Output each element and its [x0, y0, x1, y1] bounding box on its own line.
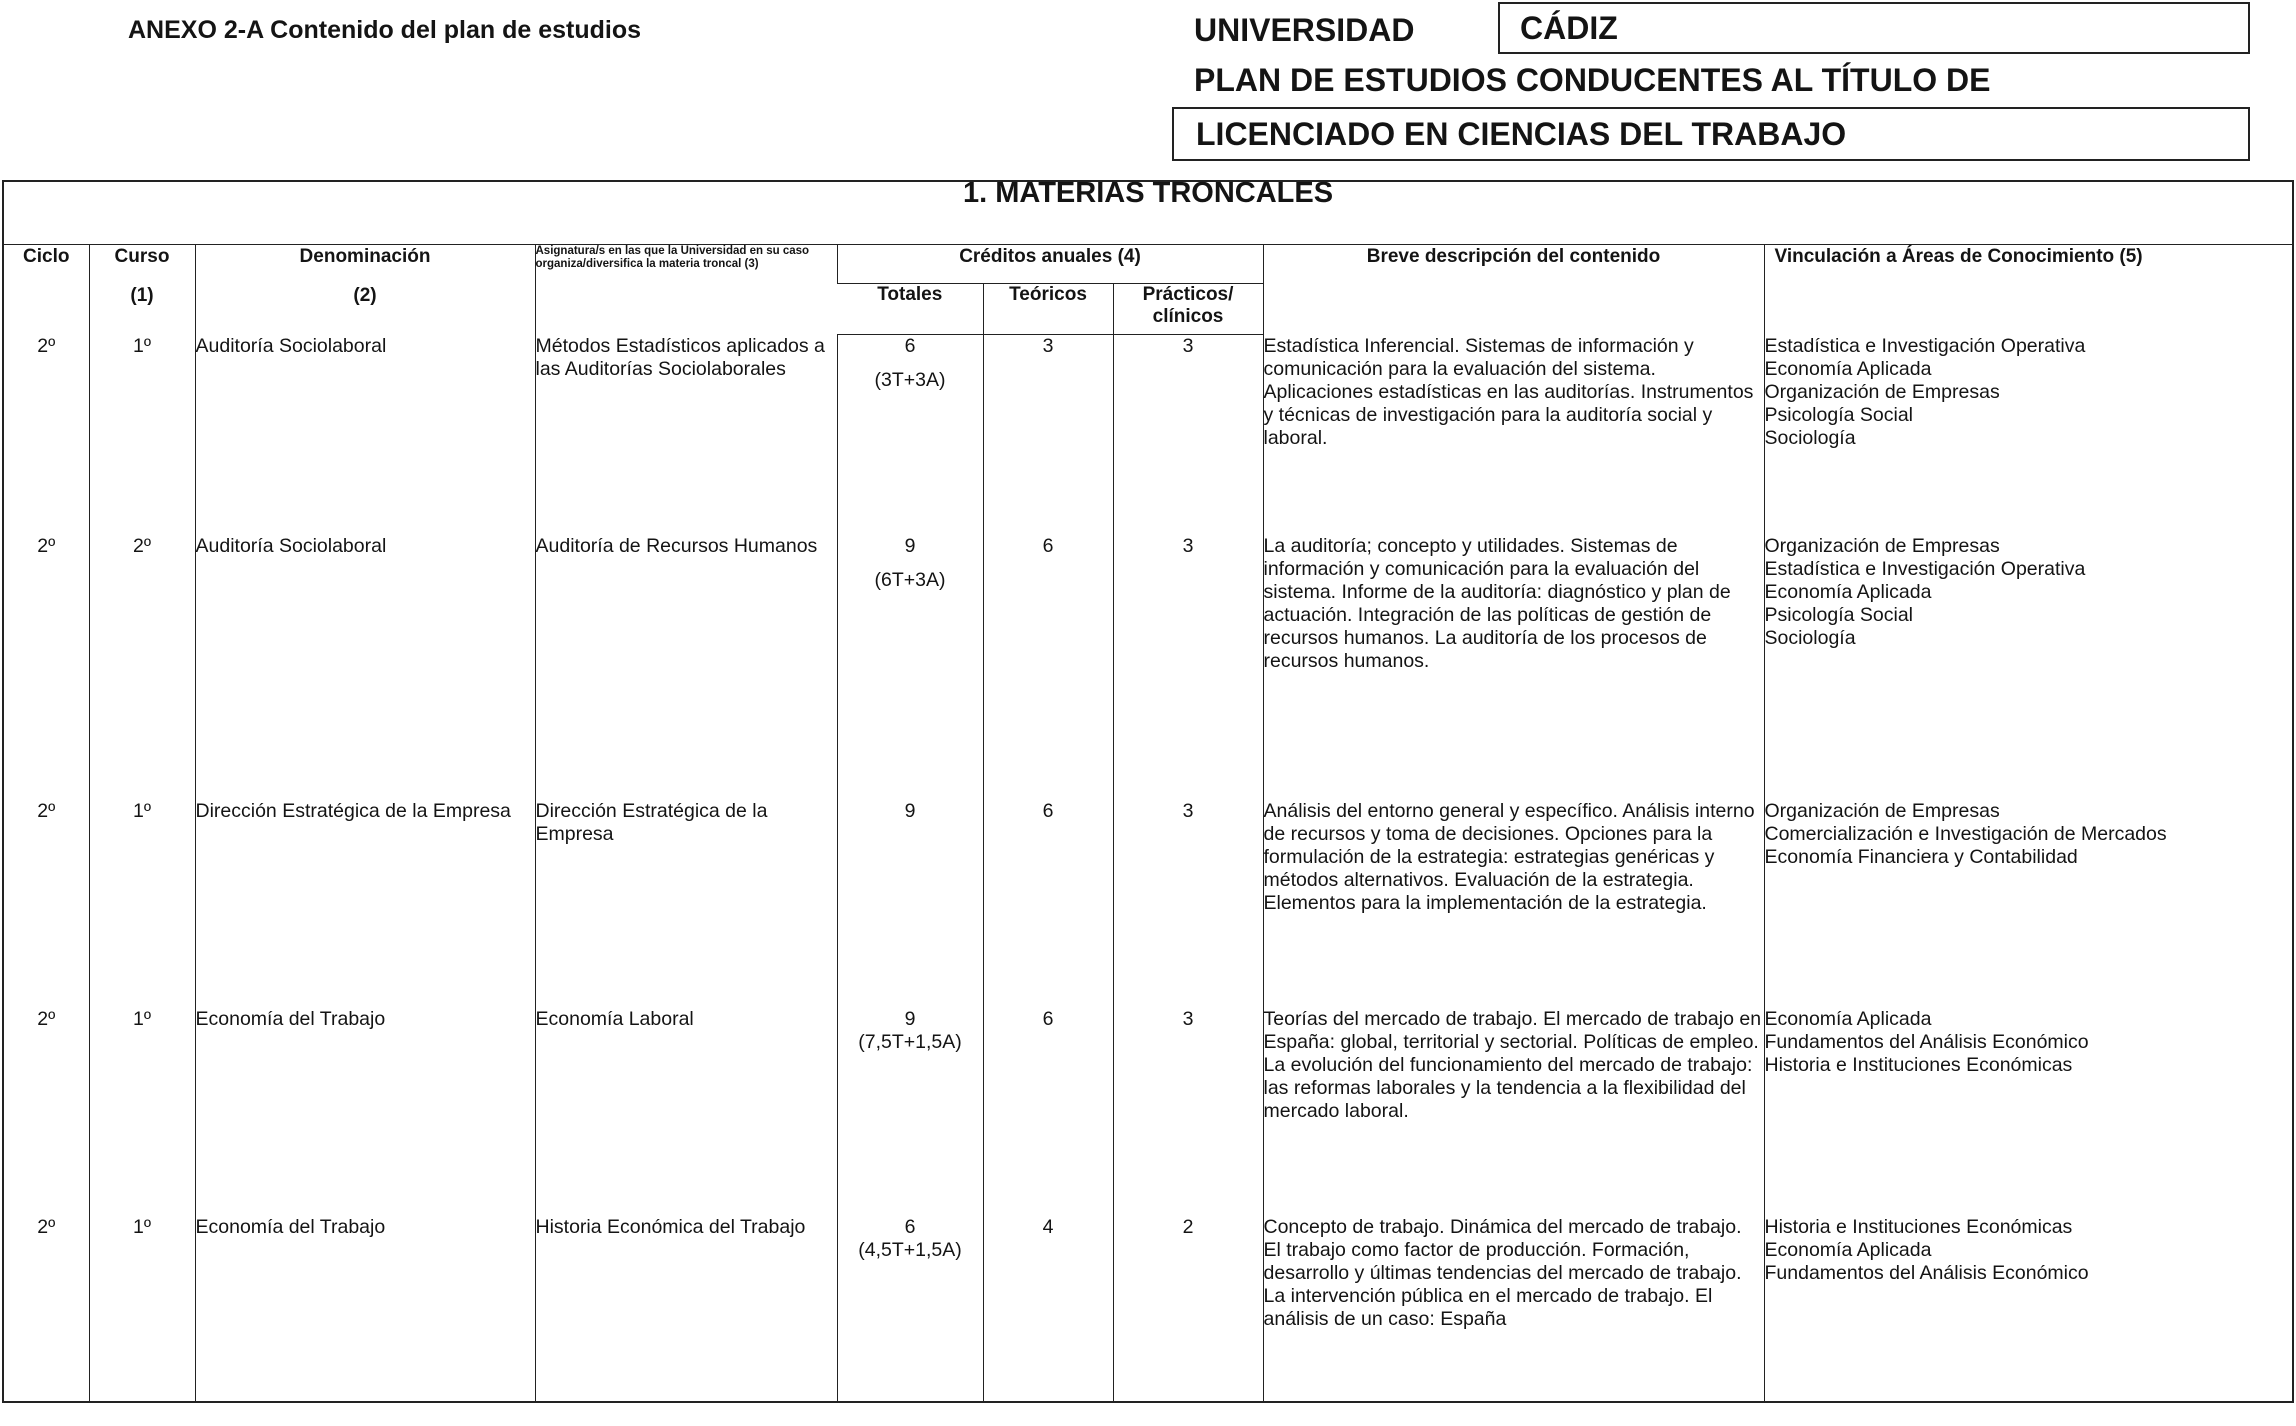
col-curso-label: Curso: [114, 246, 170, 267]
cell-ciclo: 2º: [37, 1007, 56, 1030]
col-denominacion-label: Denominación: [299, 246, 431, 267]
cell-areas: [1764, 335, 2293, 535]
annex-title: ANEXO 2-A Contenido del plan de estudios: [128, 16, 642, 44]
col-curso-note: (1): [130, 285, 154, 306]
col-descripcion: Breve descripción del contenido: [1263, 245, 1764, 335]
cell-ciclo: 2º: [37, 1215, 56, 1238]
totales-value: 9: [904, 534, 916, 557]
cell-asignatura: Economía Laboral: [535, 1008, 837, 1216]
cell-curso: 1º: [89, 335, 195, 535]
col-ciclo: Ciclo: [23, 246, 70, 267]
cell-teoricos: 3: [983, 335, 1113, 535]
section-title-row: [3, 181, 2293, 245]
table-row: [3, 800, 2293, 1008]
totales-value: 9: [904, 799, 916, 822]
area-item: Economía Financiera y Contabilidad: [1764, 845, 2078, 868]
subjects-table: [2, 177, 2294, 1403]
area-item: Economía Aplicada: [1764, 1238, 1932, 1261]
area-item: Sociología: [1764, 426, 1856, 449]
cell-asignatura: Métodos Estadísticos aplicados a las Auditorías Sociolaborales: [535, 335, 837, 535]
degree-box: [1172, 107, 2250, 161]
cell-areas: [1764, 800, 2293, 1008]
cell-areas: [1764, 1008, 2293, 1216]
col-curso: [89, 245, 195, 335]
university-name: CÁDIZ: [1520, 10, 1618, 46]
totales-value: 6: [904, 1215, 916, 1238]
area-item: Organización de Empresas: [1764, 799, 2000, 822]
cell-curso: 1º: [89, 1216, 195, 1402]
totales-detail: (4,5T+1,5A): [858, 1238, 962, 1261]
totales-value: 6: [904, 335, 916, 357]
section-title: 1. MATERIAS TRONCALES: [3, 181, 2293, 245]
cell-practicos: 3: [1113, 800, 1263, 1008]
area-item: Economía Aplicada: [1764, 357, 1932, 380]
degree-name: LICENCIADO EN CIENCIAS DEL TRABAJO: [1196, 116, 1847, 152]
col-vinculacion: Vinculación a Áreas de Conocimiento (5): [1764, 245, 2293, 335]
col-denominacion-note: (2): [353, 285, 377, 306]
col-totales: Totales: [837, 284, 983, 335]
cell-curso: 1º: [89, 800, 195, 1008]
cell-denominacion: Dirección Estratégica de la Empresa: [195, 800, 535, 1008]
area-item: Historia e Instituciones Económicas: [1764, 1215, 2073, 1238]
totales-value: 9: [904, 1007, 916, 1030]
cell-asignatura: Historia Económica del Trabajo: [535, 1216, 837, 1402]
cell-ciclo: 2º: [37, 534, 56, 557]
cell-totales: [837, 1008, 983, 1216]
area-item: Estadística e Investigación Operativa: [1764, 557, 2086, 580]
cell-totales: [837, 535, 983, 800]
cell-ciclo: 2º: [37, 334, 56, 357]
totales-detail: (6T+3A): [874, 568, 946, 591]
cell-practicos: 3: [1113, 1008, 1263, 1216]
cell-totales: [837, 335, 983, 535]
area-item: Psicología Social: [1764, 403, 1913, 426]
university-name-box: [1498, 2, 2250, 54]
area-item: Comercialización e Investigación de Mercados: [1764, 822, 2167, 845]
area-item: Estadística e Investigación Operativa: [1764, 334, 2086, 357]
cell-teoricos: 6: [983, 800, 1113, 1008]
cell-asignatura: Dirección Estratégica de la Empresa: [535, 800, 837, 1008]
cell-denominacion: Auditoría Sociolaboral: [195, 335, 535, 535]
cell-totales: [837, 800, 983, 1008]
cell-curso: 2º: [89, 535, 195, 800]
cell-ciclo: 2º: [37, 799, 56, 822]
cell-teoricos: 6: [983, 535, 1113, 800]
cell-descripcion: La auditoría; concepto y utilidades. Sistemas de información y comunicación para la evaluación del sistema. Informe de la auditoría: diagnóstico y plan de actuación. Integración de las políticas de gestión de recursos humanos. La auditoría de los procesos de recursos humanos.: [1263, 535, 1764, 800]
cell-teoricos: 6: [983, 1008, 1113, 1216]
area-item: Economía Aplicada: [1764, 580, 1932, 603]
cell-denominacion: Economía del Trabajo: [195, 1216, 535, 1402]
cell-practicos: 2: [1113, 1216, 1263, 1402]
area-item: Historia e Instituciones Económicas: [1764, 1053, 2073, 1076]
col-denominacion: [195, 245, 535, 335]
cell-curso: 1º: [89, 1008, 195, 1216]
cell-asignatura: Auditoría de Recursos Humanos: [535, 535, 837, 800]
cell-practicos: 3: [1113, 535, 1263, 800]
cell-denominacion: Economía del Trabajo: [195, 1008, 535, 1216]
cell-practicos: 3: [1113, 335, 1263, 535]
area-item: Sociología: [1764, 626, 1856, 649]
area-item: Organización de Empresas: [1764, 534, 2000, 557]
col-teoricos: Teóricos: [983, 284, 1113, 335]
cell-areas: [1764, 535, 2293, 800]
table-row: [3, 335, 2293, 535]
cell-teoricos: 4: [983, 1216, 1113, 1402]
cell-descripcion: Concepto de trabajo. Dinámica del mercado de trabajo. El trabajo como factor de producción. Formación, desarrollo y últimas tendencias del mercado de trabajo. La intervención pública en el mercado de trabajo. El análisis de un caso: España: [1263, 1216, 1764, 1402]
totales-detail: (3T+3A): [874, 369, 946, 391]
table-row: [3, 1216, 2293, 1402]
cell-descripcion: Teorías del mercado de trabajo. El mercado de trabajo en España: global, territorial y sectorial. Políticas de empleo. La evolución del funcionamiento del mercado de trabajo: las reformas laborales y la tendencia a la flexibilidad del mercado laboral.: [1263, 1008, 1764, 1216]
area-item: Economía Aplicada: [1764, 1007, 1932, 1030]
totales-detail: (7,5T+1,5A): [858, 1030, 962, 1053]
area-item: Organización de Empresas: [1764, 380, 2000, 403]
area-item: Psicología Social: [1764, 603, 1913, 626]
cell-descripcion: Estadística Inferencial. Sistemas de información y comunicación para la evaluación del sistema. Aplicaciones estadísticas en las auditorías. Instrumentos y técnicas de investigación para la auditoría social y laboral.: [1263, 335, 1764, 535]
table-row: [3, 1008, 2293, 1216]
area-item: Fundamentos del Análisis Económico: [1764, 1030, 2089, 1053]
university-label: UNIVERSIDAD: [1194, 12, 1415, 48]
header-row: [3, 245, 2293, 284]
plan-title: PLAN DE ESTUDIOS CONDUCENTES AL TÍTULO DE: [1194, 62, 1991, 98]
area-item: Fundamentos del Análisis Económico: [1764, 1261, 2089, 1284]
table-row: [3, 535, 2293, 800]
cell-totales: [837, 1216, 983, 1402]
col-asignaturas: Asignatura/s en las que la Universidad en su caso organiza/diversifica la materia troncal (3): [535, 245, 837, 335]
col-practicos: Prácticos/ clínicos: [1113, 284, 1263, 335]
cell-descripcion: Análisis del entorno general y específico. Análisis interno de recursos y toma de decisiones. Opciones para la formulación de la estrategia: estrategias genéricas y métodos alternativos. Evaluación de la estrategia. Elementos para la implementación de la estrategia.: [1263, 800, 1764, 1008]
col-creditos: Créditos anuales (4): [837, 245, 1263, 284]
cell-areas: [1764, 1216, 2293, 1402]
cell-denominacion: Auditoría Sociolaboral: [195, 535, 535, 800]
